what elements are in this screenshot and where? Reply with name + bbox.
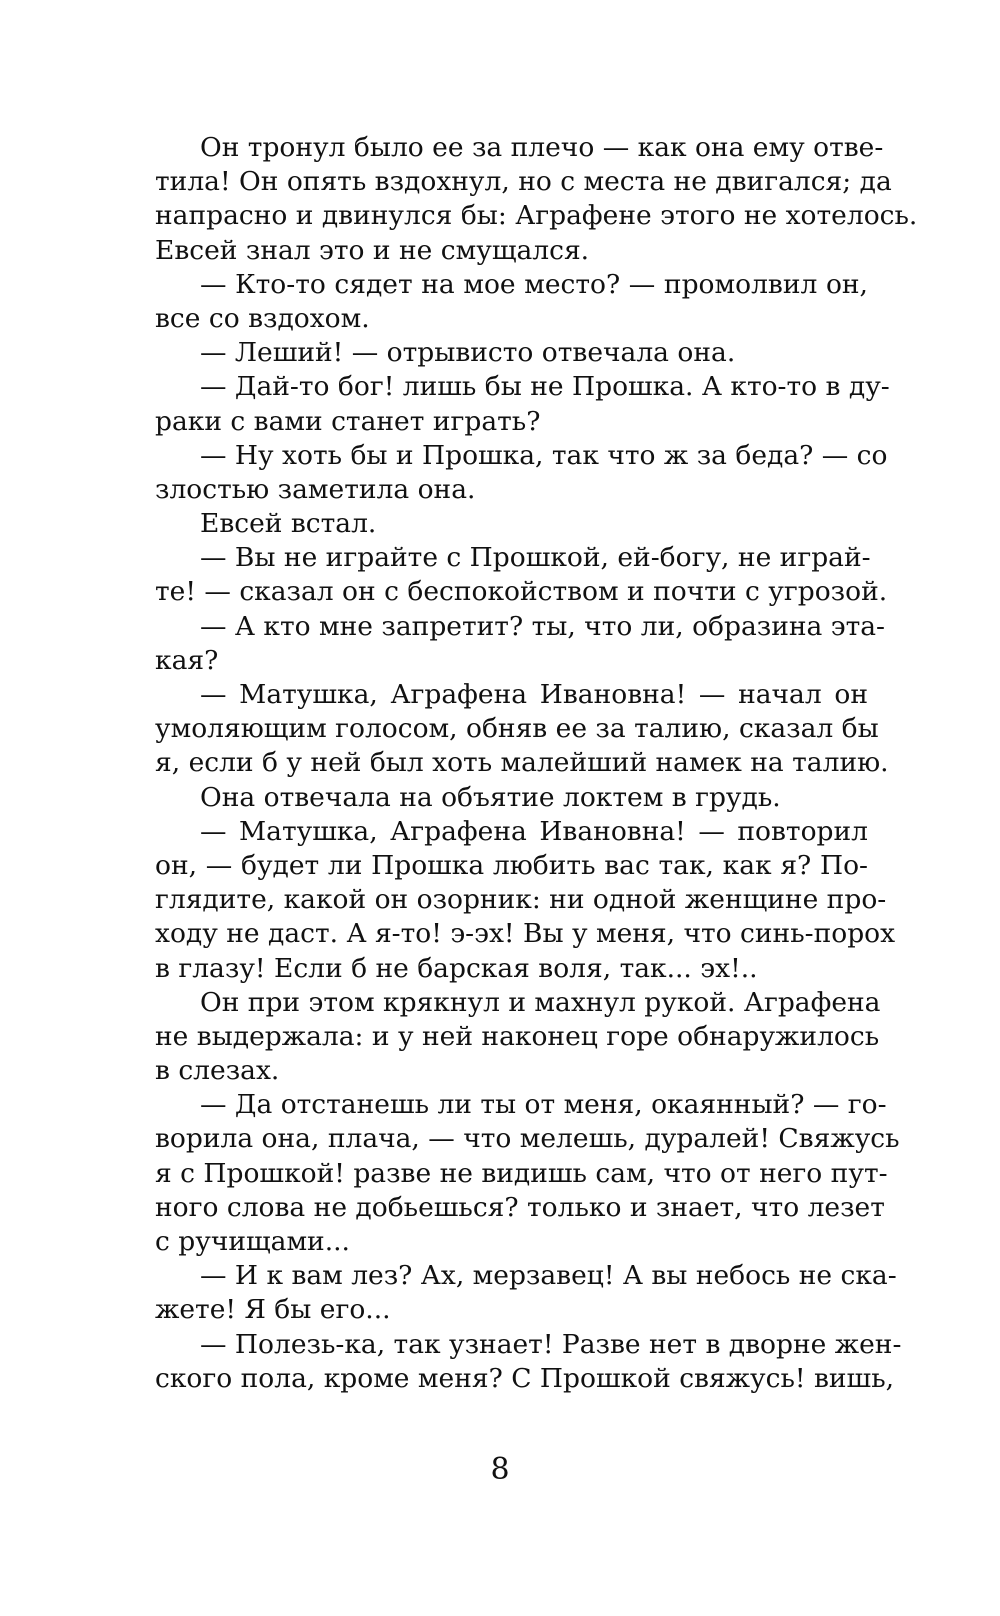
page-number: 8 <box>490 1452 510 1487</box>
text-line: — Вы не играйте с Прошкой, ей-богу, не играй- <box>200 542 871 574</box>
text-line: кая? <box>155 644 219 676</box>
text-line: все со вздохом. <box>155 302 370 334</box>
text-line: напрасно и двинулся бы: Аграфене этого не хотелось. <box>155 200 918 232</box>
text-line: ворила она, плача, — что мелешь, дуралей! Свяжусь <box>155 1123 900 1155</box>
text-line: Евсей знал это и не смущался. <box>155 234 590 266</box>
text-line: — И к вам лез? Ах, мерзавец! А вы небось не ска- <box>200 1260 897 1292</box>
text-line: ского пола, кроме меня? С Прошкой свяжусь! вишь, <box>155 1362 895 1394</box>
body-text <box>155 131 918 1396</box>
text-line: в слезах. <box>155 1055 280 1087</box>
text-line: он, — будет ли Прошка любить вас так, как я? По- <box>155 849 868 881</box>
text-line: — Леший! — отрывисто отвечала она. <box>200 337 736 369</box>
text-line: те! — сказал он с беспокойством и почти с угрозой. <box>155 576 888 608</box>
text-line: — Полезь-ка, так узнает! Разве нет в дворне жен- <box>200 1328 902 1360</box>
text-line: с ручищами... <box>155 1226 350 1257</box>
text-line: — Дай-то бог! лишь бы не Прошка. А кто-то в ду- <box>200 371 890 403</box>
text-line: я с Прошкой! разве не видишь сам, что от него пут- <box>155 1157 888 1189</box>
text-line: я, если б у ней был хоть малейший намек на талию. <box>155 747 889 779</box>
text-line: — Кто-то сядет на мое место? — промолвил он, <box>200 268 868 300</box>
text-line: тила! Он опять вздохнул, но с места не двигался; да <box>155 166 892 198</box>
text-line: Она отвечала на объятие локтем в грудь. <box>200 781 781 813</box>
text-line: Он тронул было ее за плечо — как она ему отве- <box>200 132 884 163</box>
text-line: глядите, какой он озорник: ни одной женщине про- <box>155 884 887 916</box>
text-line: в глазу! Если б не барская воля, так... эх!.. <box>155 952 758 984</box>
text-line: — Да отстанешь ли ты от меня, окаянный? — го- <box>200 1089 887 1121</box>
text-line: не выдержала: и у ней наконец горе обнаружилось <box>155 1020 880 1052</box>
text-line: жете! Я бы его... <box>155 1294 391 1326</box>
text-line: раки с вами станет играть? <box>155 405 541 437</box>
text-line: Евсей встал. <box>200 508 377 540</box>
text-line: — Ну хоть бы и Прошка, так что ж за беда? — со <box>200 439 888 471</box>
text-line: Он при этом крякнул и махнул рукой. Аграфена <box>200 986 881 1018</box>
text-line: умоляющим голосом, обняв ее за талию, сказал бы <box>155 713 879 745</box>
text-line: — Матушка, Аграфена Ивановна! — повторил <box>200 815 868 847</box>
text-line: — А кто мне запретит? ты, что ли, образина эта- <box>200 610 886 642</box>
text-line: ного слова не добьешься? только и знает, что лезет <box>155 1191 885 1223</box>
text-line: злостью заметила она. <box>155 473 476 505</box>
text-line: ходу не даст. А я-то! э-эх! Вы у меня, что синь-порох <box>155 918 896 950</box>
text-line: — Матушка, Аграфена Ивановна! — начал он <box>200 679 868 710</box>
